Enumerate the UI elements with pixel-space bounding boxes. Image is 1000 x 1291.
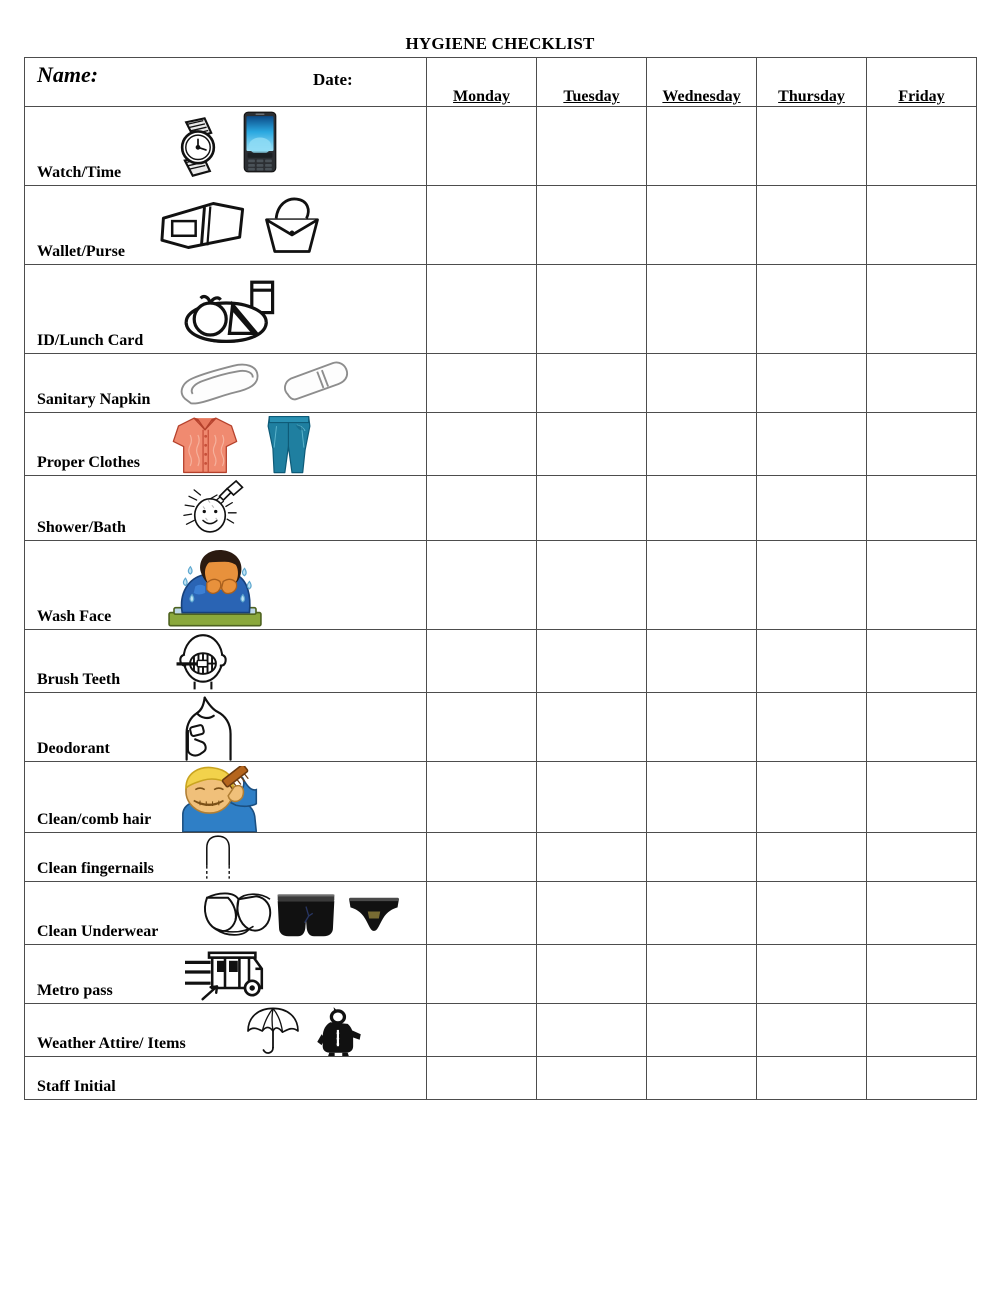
checkbox-cell-monday[interactable] [427, 1004, 537, 1057]
winter-coat-child-icon [315, 1006, 363, 1056]
checkbox-cell-tuesday[interactable] [537, 413, 647, 476]
checkbox-cell-thursday[interactable] [757, 413, 867, 476]
row-label: Watch/Time [37, 164, 122, 181]
column-header-wednesday: Wednesday [647, 58, 757, 107]
table-row [25, 107, 977, 186]
checkbox-cell-friday[interactable] [867, 107, 977, 186]
table-row [25, 1057, 977, 1100]
checkbox-cell-monday[interactable] [427, 882, 537, 945]
checkbox-cell-wednesday[interactable] [647, 762, 757, 833]
row-label-cell [25, 630, 427, 693]
checkbox-cell-friday[interactable] [867, 945, 977, 1004]
checkbox-cell-thursday[interactable] [757, 541, 867, 630]
checkbox-cell-friday[interactable] [867, 882, 977, 945]
boxers-icon [275, 892, 337, 940]
checkbox-cell-thursday[interactable] [757, 693, 867, 762]
bus-icon [185, 951, 273, 1001]
row-label: Clean Underwear [37, 923, 159, 940]
checklist-table [24, 57, 977, 1100]
checkbox-cell-monday[interactable] [427, 762, 537, 833]
checkbox-cell-wednesday[interactable] [647, 630, 757, 693]
table-row [25, 476, 977, 541]
cellphone-icon [243, 111, 277, 173]
checkbox-cell-monday[interactable] [427, 265, 537, 354]
checkbox-cell-tuesday[interactable] [537, 1004, 647, 1057]
row-label-cell [25, 1004, 427, 1057]
checkbox-cell-tuesday[interactable] [537, 476, 647, 541]
row-label: Wash Face [37, 608, 112, 625]
checkbox-cell-monday[interactable] [427, 945, 537, 1004]
checkbox-cell-wednesday[interactable] [647, 693, 757, 762]
row-label-cell [25, 107, 427, 186]
table-row [25, 1004, 977, 1057]
row-label: Staff Initial [37, 1078, 116, 1095]
row-label: Clean fingernails [37, 860, 154, 877]
checkbox-cell-friday[interactable] [867, 693, 977, 762]
wallet-icon [159, 199, 247, 252]
checkbox-cell-tuesday[interactable] [537, 541, 647, 630]
checkbox-cell-monday[interactable] [427, 413, 537, 476]
table-row [25, 265, 977, 354]
row-label-cell [25, 186, 427, 265]
checkbox-cell-wednesday[interactable] [647, 833, 757, 882]
showerhead-face-icon [175, 478, 245, 540]
row-label: Sanitary Napkin [37, 391, 151, 408]
checkbox-cell-friday[interactable] [867, 265, 977, 354]
table-row [25, 186, 977, 265]
row-label-cell [25, 762, 427, 833]
row-label-cell [25, 1057, 427, 1100]
checkbox-cell-wednesday[interactable] [647, 107, 757, 186]
checkbox-cell-monday[interactable] [427, 1057, 537, 1100]
row-label: Proper Clothes [37, 454, 140, 471]
checkbox-cell-friday[interactable] [867, 762, 977, 833]
row-label: Metro pass [37, 982, 113, 999]
row-label: ID/Lunch Card [37, 332, 144, 349]
table-row [25, 630, 977, 693]
brush-teeth-icon [175, 630, 231, 692]
row-label: Brush Teeth [37, 671, 121, 688]
name-label: Name: [37, 62, 99, 87]
tampon-icon [283, 360, 353, 402]
table-header-row [25, 58, 977, 107]
checkbox-cell-wednesday[interactable] [647, 476, 757, 541]
checkbox-cell-tuesday[interactable] [537, 833, 647, 882]
lunch-tray-icon [183, 275, 279, 347]
umbrella-icon [245, 1006, 301, 1056]
checkbox-cell-friday[interactable] [867, 354, 977, 413]
checkbox-cell-wednesday[interactable] [647, 541, 757, 630]
checkbox-cell-wednesday[interactable] [647, 1004, 757, 1057]
checkbox-cell-tuesday[interactable] [537, 1057, 647, 1100]
row-label: Clean/comb hair [37, 811, 152, 828]
checkbox-cell-thursday[interactable] [757, 882, 867, 945]
table-row [25, 413, 977, 476]
checkbox-cell-thursday[interactable] [757, 186, 867, 265]
checkbox-cell-friday[interactable] [867, 413, 977, 476]
checkbox-cell-monday[interactable] [427, 476, 537, 541]
checkbox-cell-friday[interactable] [867, 1057, 977, 1100]
fingernail-icon [197, 835, 239, 881]
checkbox-cell-wednesday[interactable] [647, 265, 757, 354]
checkbox-cell-thursday[interactable] [757, 265, 867, 354]
checkbox-cell-wednesday[interactable] [647, 882, 757, 945]
checkbox-cell-monday[interactable] [427, 354, 537, 413]
checkbox-cell-monday[interactable] [427, 630, 537, 693]
table-row [25, 354, 977, 413]
wristwatch-icon [165, 113, 231, 179]
row-label: Shower/Bath [37, 519, 126, 536]
checkbox-cell-monday[interactable] [427, 186, 537, 265]
table-row [25, 945, 977, 1004]
sanitary-pad-icon [177, 358, 263, 408]
checkbox-cell-tuesday[interactable] [537, 882, 647, 945]
checkbox-cell-monday[interactable] [427, 107, 537, 186]
checkbox-cell-tuesday[interactable] [537, 354, 647, 413]
shirt-icon [165, 413, 245, 475]
checkbox-cell-tuesday[interactable] [537, 693, 647, 762]
row-label: Wallet/Purse [37, 243, 125, 260]
checkbox-cell-tuesday[interactable] [537, 107, 647, 186]
wash-face-icon [165, 547, 265, 629]
checkbox-cell-thursday[interactable] [757, 1057, 867, 1100]
checkbox-cell-wednesday[interactable] [647, 186, 757, 265]
checkbox-cell-thursday[interactable] [757, 762, 867, 833]
comb-hair-icon [175, 766, 261, 832]
row-label-cell [25, 882, 427, 945]
name-date-header-cell [25, 58, 427, 107]
row-label-cell [25, 541, 427, 630]
row-label-cell [25, 833, 427, 882]
page-title: HYGIENE CHECKLIST [405, 34, 595, 53]
checkbox-cell-thursday[interactable] [757, 1004, 867, 1057]
checkbox-cell-tuesday[interactable] [537, 265, 647, 354]
purse-icon [261, 196, 323, 256]
table-row [25, 882, 977, 945]
column-header-friday: Friday [867, 58, 977, 107]
checkbox-cell-friday[interactable] [867, 541, 977, 630]
checkbox-cell-wednesday[interactable] [647, 945, 757, 1004]
checkbox-cell-friday[interactable] [867, 630, 977, 693]
checkbox-cell-tuesday[interactable] [537, 945, 647, 1004]
checkbox-cell-thursday[interactable] [757, 476, 867, 541]
row-label-cell [25, 476, 427, 541]
checkbox-cell-thursday[interactable] [757, 833, 867, 882]
checkbox-cell-wednesday[interactable] [647, 413, 757, 476]
bra-icon [201, 890, 273, 940]
checkbox-cell-monday[interactable] [427, 541, 537, 630]
checkbox-cell-thursday[interactable] [757, 945, 867, 1004]
checkbox-cell-tuesday[interactable] [537, 186, 647, 265]
row-label-cell [25, 413, 427, 476]
deodorant-icon [175, 695, 237, 761]
checkbox-cell-tuesday[interactable] [537, 762, 647, 833]
checkbox-cell-wednesday[interactable] [647, 354, 757, 413]
checkbox-cell-friday[interactable] [867, 476, 977, 541]
table-row [25, 541, 977, 630]
checkbox-cell-friday[interactable] [867, 833, 977, 882]
checkbox-cell-monday[interactable] [427, 693, 537, 762]
checkbox-cell-thursday[interactable] [757, 107, 867, 186]
row-label-cell [25, 354, 427, 413]
checklist-body [25, 107, 977, 1100]
row-label-cell [25, 945, 427, 1004]
checkbox-cell-thursday[interactable] [757, 630, 867, 693]
briefs-icon [347, 896, 401, 934]
row-label: Deodorant [37, 740, 110, 757]
checkbox-cell-monday[interactable] [427, 833, 537, 882]
row-label-cell [25, 693, 427, 762]
checkbox-cell-friday[interactable] [867, 1004, 977, 1057]
row-label-cell [25, 265, 427, 354]
column-header-monday: Monday [427, 58, 537, 107]
checkbox-cell-thursday[interactable] [757, 354, 867, 413]
table-row [25, 833, 977, 882]
jeans-icon [261, 413, 317, 475]
column-header-tuesday: Tuesday [537, 58, 647, 107]
date-label: Date: [313, 70, 353, 89]
table-row [25, 693, 977, 762]
table-row [25, 762, 977, 833]
row-label: Weather Attire/ Items [37, 1035, 186, 1052]
checkbox-cell-friday[interactable] [867, 186, 977, 265]
checkbox-cell-wednesday[interactable] [647, 1057, 757, 1100]
column-header-thursday: Thursday [757, 58, 867, 107]
checkbox-cell-tuesday[interactable] [537, 630, 647, 693]
